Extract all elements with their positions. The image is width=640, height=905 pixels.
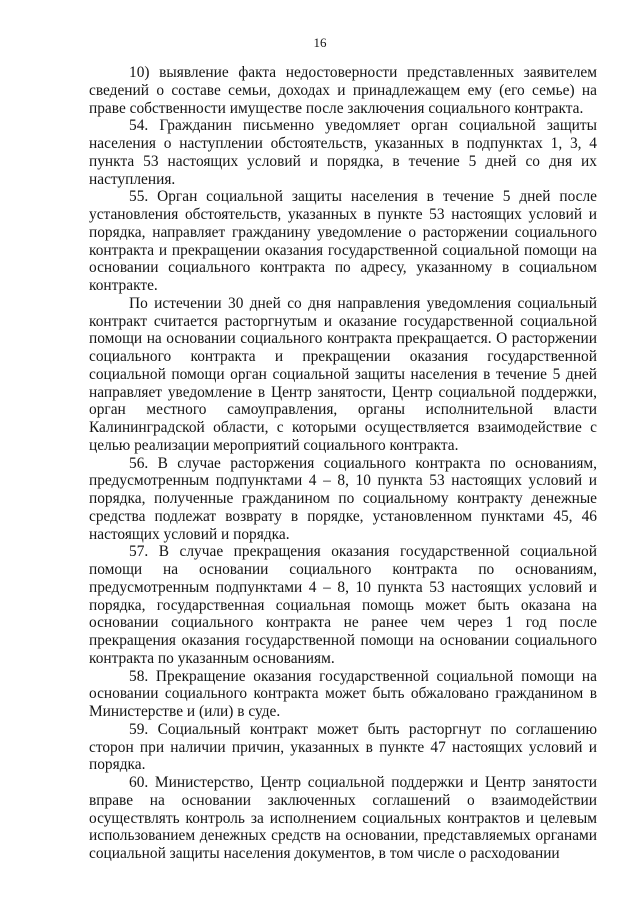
page-number: 16 <box>313 35 327 50</box>
paragraph-57: 57. В случае прекращения оказания государственной социальной помощи на основании социального контракта по основаниям, предусмотренным подпунктами 4 – 8, 10 пункта 53 настоящих условий и порядка, государственная социальная помощь может быть оказана на основании социального контракта не ранее чем через 1 год после прекращения оказания государственной помощи на основании социального контракта по указанным основаниям. <box>89 543 597 667</box>
paragraph-58: 58. Прекращение оказания государственной социальной помощи на основании социального контракта может быть обжаловано гражданином в Министерстве и (или) в суде. <box>89 667 597 720</box>
paragraph-55-continuation: По истечении 30 дней со дня направления уведомления социальный контракт считается расторгнутым и оказание государственной социальной помощи на основании социального контракта прекращается. О расторжении социального контракта и прекращении оказания государственной социальной помощи орган социальной защиты населения в течение 5 дней направляет уведомление в Центр занятости, Центр социальной поддержки, орган местного самоуправления, органы исполнительной власти Калининградской области, с которыми осуществляется взаимодействие с целью реализации мероприятий социального контракта. <box>89 294 597 454</box>
paragraph-56: 56. В случае расторжения социального контракта по основаниям, предусмотренным подпунктами 4 – 8, 10 пункта 53 настоящих условий и порядка, полученные гражданином по социальному контракту денежные средства подлежат возврату в порядке, установленном пунктами 45, 46 настоящих условий и порядка. <box>89 454 597 543</box>
paragraph-55: 55. Орган социальной защиты населения в течение 5 дней после установления обстоятельств, указанных в пункте 53 настоящих условий и порядка, направляет гражданину уведомление о расторжении социального контракта и прекращении оказания государственной социальной помощи на основании социального контракта по адресу, указанному в социальном контракте. <box>89 188 597 294</box>
document-body <box>89 64 597 863</box>
paragraph-59: 59. Социальный контракт может быть расторгнут по соглашению сторон при наличии причин, указанных в пункте 47 настоящих условий и порядка. <box>89 720 597 774</box>
paragraph-54: 54. Гражданин письменно уведомляет орган социальной защиты населения о наступлении обстоятельств, указанных в подпунктах 1, 3, 4 пункта 53 настоящих условий и порядка, в течение 5 дней со дня их наступления. <box>89 117 597 188</box>
paragraph-item-10: 10) выявление факта недостоверности представленных заявителем сведений о составе семьи, доходах и принадлежащем ему (его семье) на праве собственности имуществе после заключения социального контракта. <box>89 64 597 117</box>
paragraph-60: 60. Министерство, Центр социальной поддержки и Центр занятости вправе на основании заключенных соглашений о взаимодействии осуществлять контроль за исполнением социальных контрактов и целевым использованием денежных средств на основании, представляемых органами социальной защиты населения документов, в том числе о расходовании <box>89 774 597 862</box>
